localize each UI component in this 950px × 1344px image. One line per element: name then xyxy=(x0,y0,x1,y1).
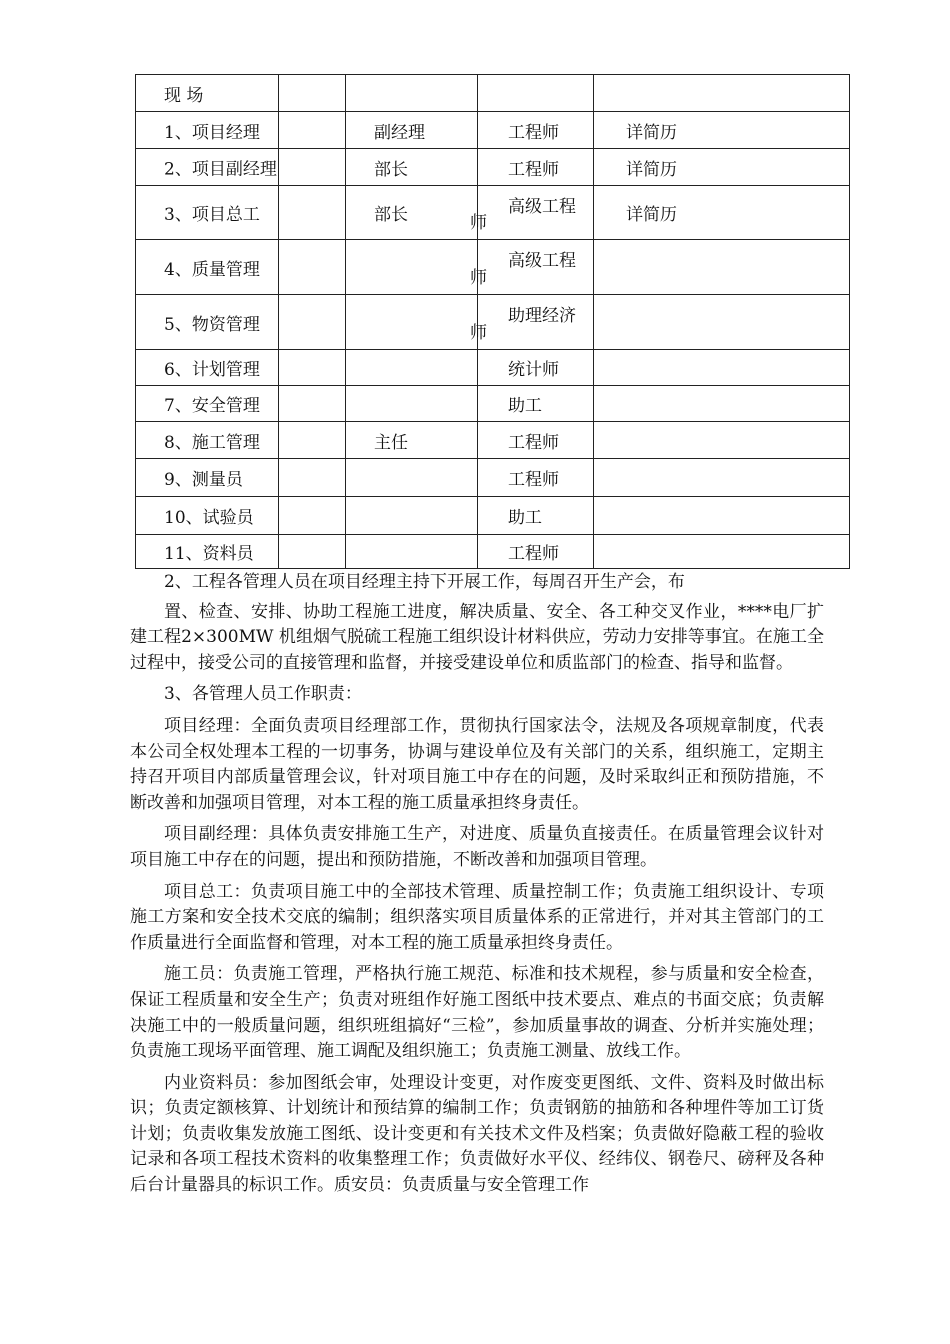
paragraph-project-manager: 项目经理：全面负责项目经理部工作，贯彻执行国家法令，法规及各项规章制度，代表本公司全权处理本工程的一切事务，协调与建设单位及有关部门的关系，组织施工，定期主持召开项目内部质量管理会议，针对项目施工中存在的问题，及时采取纠正和预防措施，不断改善和加强项目管理，对本工程的施工质量承担终身责任。 xyxy=(130,715,824,813)
resume-cell: 详简历 xyxy=(594,186,850,240)
blank-cell xyxy=(279,186,346,240)
title-cell xyxy=(470,186,594,240)
title-line-2: 师 xyxy=(470,268,487,288)
title-line-2: 师 xyxy=(470,213,487,233)
rank-cell: 部长 xyxy=(346,186,478,240)
paragraph-1: 置、检查、安排、协助工程施工进度，解决质量、安全、各工种交叉作业，****电厂扩建工程2×300MW 机组烟气脱硫工程施工组织设计材料供应，劳动力安排等事宜。在施工全过程中，接受公司的直接管理和监督，并接受建设单位和质监部门的检查、指导和监督。 xyxy=(130,601,824,673)
name-cell: 9、测量员 xyxy=(136,459,279,497)
title-cell: 工程师 xyxy=(478,459,594,497)
rank-cell xyxy=(346,535,478,569)
resume-cell xyxy=(594,459,850,497)
name-cell: 6、计划管理 xyxy=(136,350,279,386)
blank-cell xyxy=(279,112,346,149)
resume-cell: 详简历 xyxy=(594,112,850,149)
name-cell: 10、试验员 xyxy=(136,497,279,535)
blank-cell xyxy=(279,75,346,112)
name-cell: 11、资料员 xyxy=(136,535,279,569)
table-row xyxy=(136,295,850,350)
rank-cell xyxy=(346,350,478,386)
blank-cell xyxy=(279,497,346,535)
rank-cell xyxy=(346,75,478,112)
name-cell: 7、安全管理 xyxy=(136,386,279,422)
name-cell xyxy=(136,149,279,186)
resume-cell: 详简历 xyxy=(594,149,850,186)
rank-cell xyxy=(346,386,478,422)
title-cell: 工程师 xyxy=(478,112,594,149)
resume-cell xyxy=(594,240,850,295)
name-cell: 3、项目总工 xyxy=(136,186,279,240)
table-row xyxy=(136,75,850,112)
paragraph-document-clerk: 内业资料员：参加图纸会审，处理设计变更，对作废变更图纸、文件、资料及时做出标识；负责定额核算、计划统计和预结算的编制工作；负责钢筋的抽筋和各种埋件等加工订货计划；负责收集发放施工图纸、设计变更和有关技术文件及档案；负责做好隐蔽工程的验收记录和各项工程技术资料的收集整理工作；负责做好水平仪、经纬仪、钢卷尺、磅秤及各种后台计量器具的标识工作。质安员：负责质量与安全管理工作 xyxy=(130,1072,824,1196)
blank-cell xyxy=(279,240,346,295)
title-line-1: 高级工程 xyxy=(508,197,576,217)
resume-cell xyxy=(594,75,850,112)
paragraph-construction-staff: 施工员：负责施工管理，严格执行施工规范、标准和技术规程，参与质量和安全检查，保证工程质量和安全生产；负责对班组作好施工图纸中技术要点、难点的书面交底；负责解决施工中的一般质量问题，组织班组搞好“三检”，参加质量事故的调查、分析并实施处理；负责施工现场平面管理、施工调配及组织施工；负责施工测量、放线工作。 xyxy=(130,964,824,1062)
rank-cell: 副经理 xyxy=(346,112,478,149)
table-row xyxy=(136,386,850,422)
table-row xyxy=(136,186,850,240)
rank-cell xyxy=(346,459,478,497)
table-row xyxy=(136,535,850,569)
title-cell xyxy=(470,240,594,295)
table-row xyxy=(136,497,850,535)
name-cell: 4、质量管理 xyxy=(136,240,279,295)
blank-cell xyxy=(279,459,346,497)
blank-cell xyxy=(279,350,346,386)
title-line-1: 高级工程 xyxy=(508,251,576,271)
rank-cell: 主任 xyxy=(346,422,478,459)
staff-table xyxy=(135,74,850,569)
table-row xyxy=(136,112,850,149)
resume-cell xyxy=(594,535,850,569)
title-cell: 工程师 xyxy=(478,422,594,459)
rank-cell: 部长 xyxy=(346,149,478,186)
resume-cell xyxy=(594,295,850,350)
blank-cell xyxy=(279,295,346,350)
name-cell: 8、施工管理 xyxy=(136,422,279,459)
paragraph-chief-engineer: 项目总工：负责项目施工中的全部技术管理、质量控制工作；负责施工组织设计、专项施工方案和安全技术交底的编制；组织落实项目质量体系的正常进行，并对其主管部门的工作质量进行全面监督和管理，对本工程的施工质量承担终身责任。 xyxy=(130,881,824,953)
blank-cell xyxy=(279,386,346,422)
blank-cell xyxy=(279,149,346,186)
name-cell: 现 场 xyxy=(136,75,279,112)
table-row xyxy=(136,350,850,386)
table-row xyxy=(136,149,850,186)
rank-cell xyxy=(346,240,478,295)
title-cell xyxy=(478,75,594,112)
body-text xyxy=(130,570,824,1199)
resume-cell xyxy=(594,497,850,535)
title-cell: 统计师 xyxy=(478,350,594,386)
blank-cell xyxy=(279,535,346,569)
resume-cell xyxy=(594,386,850,422)
name-text: 2、项目副经理 xyxy=(164,159,277,180)
paragraph-2: 3、各管理人员工作职责： xyxy=(164,684,362,705)
title-cell xyxy=(470,295,594,350)
paragraph-deputy-manager: 项目副经理：具体负责安排施工生产，对进度、质量负直接责任。在质量管理会议针对项目施工中存在的问题，提出和预防措施，不断改善和加强项目管理。 xyxy=(130,824,824,870)
title-cell: 工程师 xyxy=(478,535,594,569)
rank-cell xyxy=(346,497,478,535)
table-row xyxy=(136,459,850,497)
resume-cell xyxy=(594,422,850,459)
rank-cell xyxy=(346,295,478,350)
name-cell: 5、物资管理 xyxy=(136,295,279,350)
title-cell: 工程师 xyxy=(478,149,594,186)
table-row xyxy=(136,240,850,295)
table-row xyxy=(136,422,850,459)
name-cell: 1、项目经理 xyxy=(136,112,279,149)
paragraph-1-line-1: 2、工程各管理人员在项目经理主持下开展工作，每周召开生产会，布 xyxy=(164,572,685,592)
resume-cell xyxy=(594,350,850,386)
title-cell: 助工 xyxy=(478,497,594,535)
title-cell: 助工 xyxy=(478,386,594,422)
blank-cell xyxy=(279,422,346,459)
title-line-1: 助理经济 xyxy=(508,306,576,326)
title-line-2: 师 xyxy=(470,323,487,343)
